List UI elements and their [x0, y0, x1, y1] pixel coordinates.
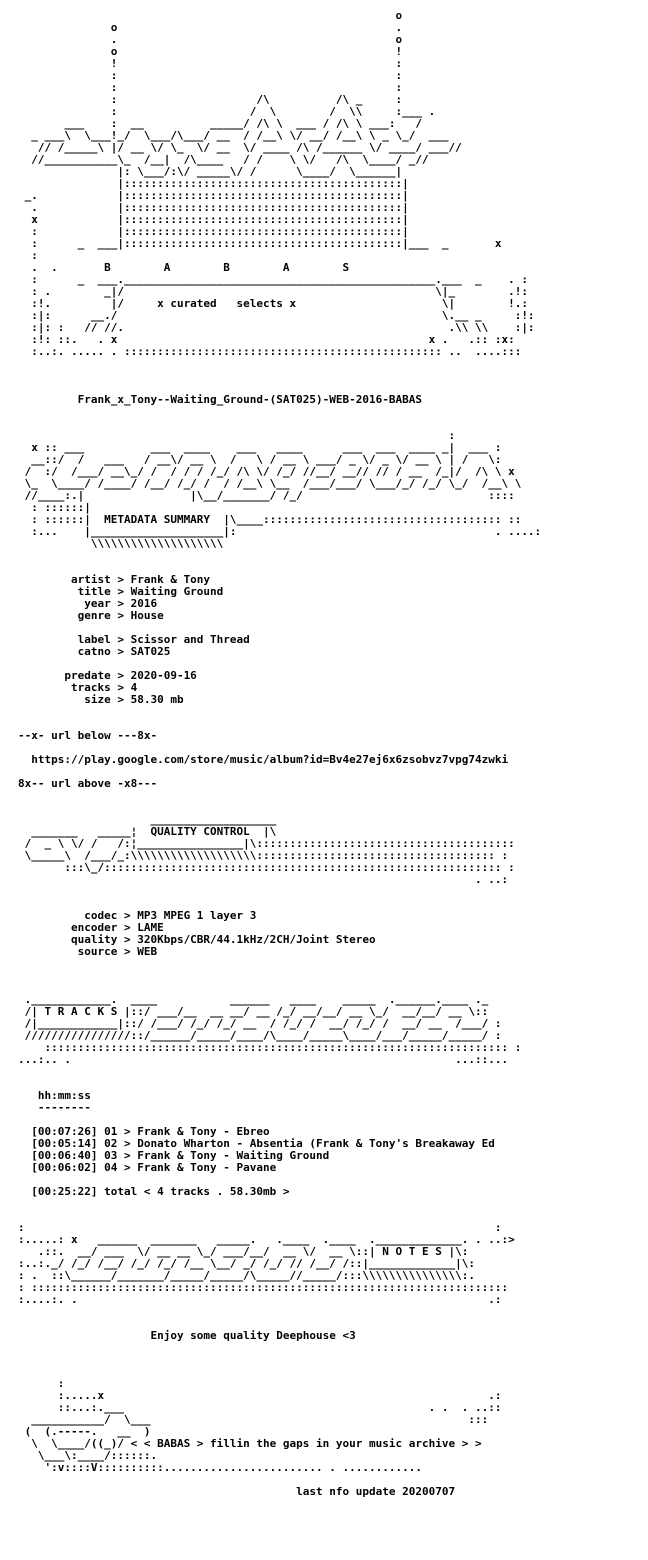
metadata-ascii-art: __::/ / ___ / __\/ __ \ / \ / __ \ ___/ _ \/ _ \/ __ \ | / \: — [31, 453, 502, 466]
footer-ascii-art: ':v::::V::::::::::........................ . ............ — [44, 1461, 422, 1474]
metadata-ascii-art: \\\\\\\\\\\\\\\\\\\\ — [90, 537, 224, 550]
header-ascii-art: //___________\_ /__| /\____ / / \ \/ /\ \____/ _// — [31, 153, 429, 166]
header-ascii-art: |::::::::::::::::::::::::::::::::::::::::::| — [117, 177, 409, 190]
header-ascii-art: : |::::::::::::::::::::::::::::::::::::::::::| — [31, 225, 409, 238]
header-ascii-art: ___ : __ _____/ /\ \ ___ / /\ \ ___: / — [64, 117, 422, 130]
header-ascii-art: :|: __./ \.__ _ :!: — [31, 309, 535, 322]
metadata-ascii-art: //____:.| |\__/_______/ /_/ :::: — [24, 489, 515, 502]
quality-label: _______ _____¦ QUALITY CONTROL |\ — [31, 825, 277, 838]
notes-ascii-art: : : — [18, 1221, 502, 1234]
footer-tagline: \ \____/((_)/ < < BABAS > fillin the gaps in your music archive > > — [31, 1437, 482, 1450]
metadata-ascii-art: x :: ___ ___ ____ ___ ____ ___ ___ ____ _| ___ : — [31, 441, 502, 454]
metadata-ascii-art: / :/ /___/ __\_/ / / / / /_/ /\ \/ /_/ //__/ __// // / __ /_|/ /\ \ x — [24, 465, 515, 478]
footer-ascii-art: \___\:____/::::::. — [37, 1449, 158, 1462]
quality-row: source > WEB — [77, 945, 158, 958]
quality-ascii-art: . ..: — [474, 873, 509, 886]
track-row: [00:06:02] 04 > Frank & Tony - Pavane — [31, 1161, 277, 1174]
metadata-row: size > 58.30 mb — [84, 693, 184, 706]
notes-ascii-art: : . ::\______/_______/_____/_____/\_____//_____/:::\\\\\\\\\\\\\\\:. — [18, 1269, 475, 1282]
url-below: --x- url below ---8x- — [18, 729, 158, 742]
header-ascii-art: o . — [110, 21, 403, 34]
notes-ascii-art: :..:._/ /_/ /__/ /_/ /_/ /__ \__/ _/ /_/ // /__/ /::|_____________|\: — [18, 1257, 475, 1270]
tracks-ascii-art: ...:.. . ...::... — [18, 1053, 509, 1066]
footer-ascii-art: :.....x .: — [57, 1389, 502, 1402]
metadata-row: label > Scissor and Thread — [77, 633, 250, 646]
notes-ascii-art: :.....: x ______ _______ _____. .____ .____ ._____________. . ..:> — [18, 1233, 515, 1246]
notes-text: Enjoy some quality Deephouse <3 — [150, 1329, 356, 1342]
metadata-row: tracks > 4 — [70, 681, 138, 694]
footer-ascii-art: ::...:.___ . . . ..:: — [57, 1401, 502, 1414]
quality-ascii-art: / _ \ \/ / /:¦________________|\::::::::::::::::::::::::::::::::::::::: — [24, 837, 515, 850]
header-ascii-art: :..:. ..... . :::::::::::::::::::::::::::::::::::::::::::::::: .. ....::: — [31, 345, 522, 358]
quality-row: encoder > LAME — [70, 921, 164, 934]
quality-ascii-art: \_____\ /___/_:\\\\\\\\\\\\\\\\\\\:::::::::::::::::::::::::::::::::::: : — [24, 849, 509, 862]
track-row: [00:06:40] 03 > Frank & Tony - Waiting Ground — [31, 1149, 330, 1162]
header-ascii-art: : : — [110, 81, 403, 94]
header-ascii-art: . o — [110, 33, 403, 46]
header-ascii-art: . |::::::::::::::::::::::::::::::::::::::::::| — [31, 201, 409, 214]
header-ascii-art: : / \ / \\ :___ . — [110, 105, 436, 118]
header-ascii-art: : _ ___._______________________________________________.___ _ . : — [31, 273, 528, 286]
quality-ascii-art: ___________________ — [150, 813, 277, 826]
title-letters: . . B A B A S — [31, 261, 350, 274]
metadata-ascii-art: : ::::::| — [31, 501, 91, 514]
metadata-row: genre > House — [77, 609, 164, 622]
header-ascii-art: _ ___\ \___!_/ \___/\___/ __ / /__\ \/ __/ /__\ \ _ \_/ ___ — [31, 129, 449, 142]
header-ascii-art: o ! — [110, 45, 403, 58]
last-update: last nfo update 20200707 — [296, 1485, 456, 1498]
footer-ascii-art: ( (.-----. __ ) — [24, 1425, 151, 1438]
metadata-row: year > 2016 — [84, 597, 158, 610]
box-subtitle: :!. |/ x curated selects x \| !.: — [31, 297, 528, 310]
tracks-ascii-art: :::::::::::::::::::::::::::::::::::::::::::::::::::::::::::::::::::::: : — [44, 1041, 522, 1054]
header-ascii-art: : . _|/ \|_ .!: — [31, 285, 528, 298]
notes-ascii-art: : :::::::::::::::::::::::::::::::::::::::::::::::::::::::::::::::::::::::: — [18, 1281, 509, 1294]
album-url: https://play.google.com/store/music/album?id=Bv4e27ej6x6zsobvz7vpg74zwki — [31, 753, 509, 766]
release-name: Frank_x_Tony--Waiting_Ground-(SAT025)-WEB-2016-BABAS — [77, 393, 422, 406]
header-ascii-art: : /\ /\ _ : — [110, 93, 403, 106]
metadata-ascii-art: \_ \____/ /____/ /__/ /_/ / / /__\ \__ /___/___/ \___/_/ /_/ \_/ /__\ \ — [24, 477, 522, 490]
header-ascii-art: |: \___/:\/ _____\/ / \____/ \______| — [117, 165, 403, 178]
quality-ascii-art: :::\_/:::::::::::::::::::::::::::::::::::::::::::::::::::::::::::: : — [64, 861, 515, 874]
tracks-header: hh:mm:ss — [37, 1089, 91, 1102]
tracks-total: [00:25:22] total < 4 tracks . 58.30mb > — [31, 1185, 290, 1198]
track-row: [00:07:26] 01 > Frank & Tony - Ebreo — [31, 1125, 270, 1138]
metadata-ascii-art: :... |____________________|: . ....: — [31, 525, 542, 538]
quality-row: codec > MP3 MPEG 1 layer 3 — [84, 909, 257, 922]
tracks-ascii-art: ////////////////::/______/_____/____/\____/_____\____/___/_____/_____/ : — [24, 1029, 502, 1042]
header-ascii-art: : : — [110, 69, 403, 82]
header-ascii-art: :|: : // //. .\\ \\ :|: — [31, 321, 535, 334]
metadata-row: predate > 2020-09-16 — [64, 669, 197, 682]
track-row: [00:05:14] 02 > Donato Wharton - Absentia (Frank & Tony's Breakaway Ed — [31, 1137, 495, 1150]
metadata-row: title > Waiting Ground — [77, 585, 224, 598]
quality-row: quality > 320Kbps/CBR/44.1kHz/2CH/Joint Stereo — [70, 933, 376, 946]
footer-ascii-art: ___________/ \___ ::: — [31, 1413, 489, 1426]
header-ascii-art: :!: ::. . x x . .:: :x: — [31, 333, 515, 346]
footer-ascii-art: : — [57, 1377, 65, 1390]
header-ascii-art: : _ ___|::::::::::::::::::::::::::::::::::::::::::|___ _ x — [31, 237, 502, 250]
metadata-row: artist > Frank & Tony — [70, 573, 211, 586]
header-ascii-art: : — [31, 249, 38, 262]
metadata-label: : ::::::| METADATA SUMMARY |\____:::::::::::::::::::::::::::::::::::: :: — [31, 513, 522, 526]
tracks-ascii-art: .____________. ____ ______ ____ _____ .______.____ ._ — [24, 993, 489, 1006]
header-ascii-art: o — [395, 9, 403, 22]
header-ascii-art: ! : — [110, 57, 403, 70]
metadata-row: catno > SAT025 — [77, 645, 171, 658]
tracks-ascii-art: /|____________|::/ /___/ /_/ /_/ __ / /_/ / __/ /_/ / __/ __ /___/ : — [24, 1017, 502, 1030]
metadata-ascii-art: : — [448, 429, 456, 442]
tracks-label: /| T R A C K S |::/ ___/__ __ __/ __ /_/ __/__/ __ \_/ __/__/ __ \:: — [24, 1005, 489, 1018]
header-ascii-art: x |::::::::::::::::::::::::::::::::::::::::::| — [31, 213, 409, 226]
header-ascii-art: // /_____\ |/ __ \/ \_ \/ __ \/ ____ /\ /______ \/ ____/ ___// — [37, 141, 462, 154]
url-above: 8x-- url above -x8--- — [18, 777, 158, 790]
notes-ascii-art: :....:. . .: — [18, 1293, 502, 1306]
tracks-header-underline: -------- — [37, 1101, 91, 1114]
notes-label: .::. __/ ___ \/ __ __ \_/ ___/__/ __ \/ __ \::| N O T E S |\: — [37, 1245, 469, 1258]
header-ascii-art: _. |::::::::::::::::::::::::::::::::::::::::::| — [24, 189, 409, 202]
